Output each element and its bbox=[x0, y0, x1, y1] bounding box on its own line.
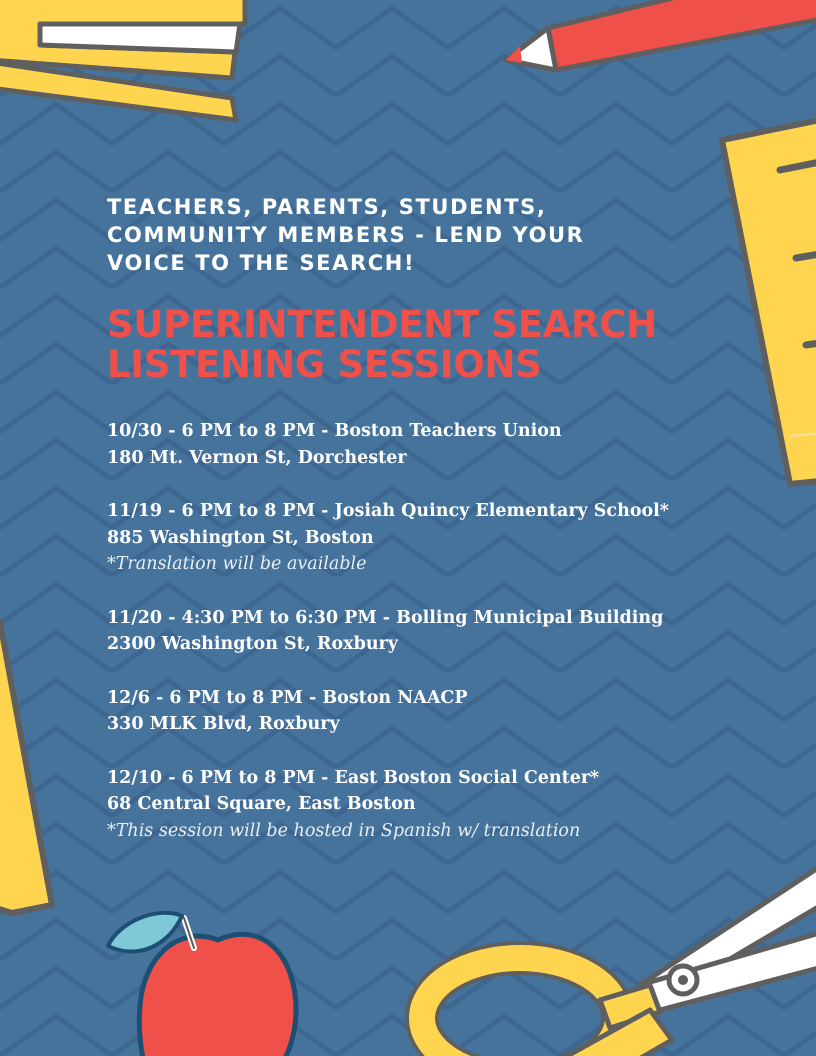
session-note: *This session will be hosted in Spanish w/ translation bbox=[107, 820, 581, 841]
session-heading: 11/19 - 6 PM to 8 PM - Josiah Quincy Elementary School* bbox=[107, 501, 669, 521]
session-heading: 11/20 - 4:30 PM to 6:30 PM - Bolling Municipal Building bbox=[107, 607, 664, 628]
title-line: SUPERINTENDENT SEARCH bbox=[107, 303, 657, 346]
session-address: 2300 Washington St, Roxbury bbox=[107, 634, 398, 654]
session-item bbox=[107, 765, 747, 845]
session-item bbox=[107, 418, 747, 471]
session-address: 68 Central Square, East Boston bbox=[107, 794, 416, 814]
session-heading: 10/30 - 6 PM to 8 PM - Boston Teachers Union bbox=[107, 421, 562, 441]
session-list bbox=[107, 418, 747, 871]
session-note: *Translation will be available bbox=[107, 554, 367, 574]
session-item bbox=[107, 605, 747, 658]
session-address: 330 MLK Blvd, Roxbury bbox=[107, 714, 340, 734]
intro-line: COMMUNITY MEMBERS - LEND YOUR bbox=[107, 223, 585, 247]
intro-line: TEACHERS, PARENTS, STUDENTS, bbox=[107, 195, 547, 219]
session-item bbox=[107, 685, 747, 738]
session-item bbox=[107, 498, 747, 578]
title-line: LISTENING SESSIONS bbox=[107, 343, 542, 386]
session-heading: 12/10 - 6 PM to 8 PM - East Boston Social Center* bbox=[107, 767, 600, 788]
page-title bbox=[107, 305, 747, 385]
call-to-action-heading bbox=[107, 193, 627, 277]
session-address: 885 Washington St, Boston bbox=[107, 527, 374, 548]
intro-line: VOICE TO THE SEARCH! bbox=[107, 251, 416, 275]
session-address: 180 Mt. Vernon St, Dorchester bbox=[107, 447, 407, 468]
session-heading: 12/6 - 6 PM to 8 PM - Boston NAACP bbox=[107, 687, 468, 708]
